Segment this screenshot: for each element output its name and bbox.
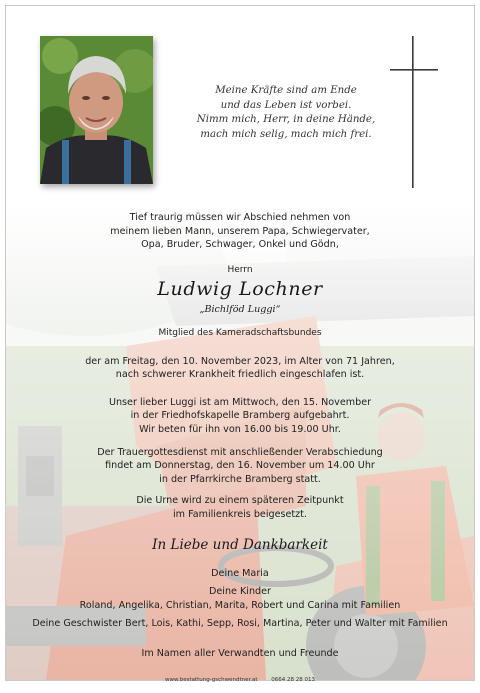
death-line: nach schwerer Krankheit friedlich eingeschlafen ist. bbox=[115, 369, 365, 381]
service-line: findet am Donnerstag, den 16. November um 14.00 Uhr bbox=[105, 460, 375, 472]
verse-line: Nimm mich, Herr, in deine Hände, bbox=[196, 114, 376, 125]
intro-line: Tief traurig müssen wir Abschied nehmen von bbox=[129, 212, 351, 223]
verse-line: Meine Kräfte sind am Ende bbox=[215, 85, 357, 96]
family-siblings: Deine Geschwister Bert, Lois, Kathi, Sepp, Rosi, Martina, Peter und Walter mit Familien bbox=[32, 618, 448, 630]
family-others: Im Namen aller Verwandten und Freunde bbox=[141, 647, 339, 659]
footer-phone: 0664 28 28 013 bbox=[271, 677, 316, 683]
deceased-nickname: „Bichlföd Luggi“ bbox=[199, 304, 281, 316]
cross-icon bbox=[390, 36, 438, 188]
intro-line: Opa, Bruder, Schwager, Onkel und Gödn, bbox=[141, 239, 339, 251]
family-wife: Deine Maria bbox=[211, 567, 269, 579]
urn-line: Die Urne wird zu einem späteren Zeitpunkt bbox=[136, 495, 344, 507]
family-children: Roland, Angelika, Christian, Marita, Robert und Carina mit Familien bbox=[79, 599, 401, 611]
closing-phrase: In Liebe und Dankbarkeit bbox=[152, 536, 328, 553]
intro-line: meinem lieben Mann, unserem Papa, Schwiegervater, bbox=[110, 225, 370, 237]
wake-line: in der Friedhofskapelle Bramberg aufgebahrt. bbox=[130, 410, 350, 422]
salutation: Herrn bbox=[227, 264, 253, 275]
footer-website: www.bestattung-gschwendtner.at bbox=[164, 677, 258, 683]
obituary-card bbox=[5, 5, 475, 681]
membership: Mitglied des Kameradschaftsbundes bbox=[158, 327, 322, 338]
urn-line: im Familienkreis beigesetzt. bbox=[173, 508, 307, 520]
verse-line: mach mich selig, mach mich frei. bbox=[200, 128, 372, 140]
footer bbox=[0, 676, 480, 684]
wake-line: Wir beten für ihn von 16.00 bis 19.00 Uhr. bbox=[139, 423, 341, 435]
service-line: in der Pfarrkirche Bramberg statt. bbox=[159, 473, 321, 485]
memorial-verse bbox=[186, 84, 386, 142]
obituary-text bbox=[6, 211, 474, 660]
service-line: Der Trauergottesdienst mit anschließender Verabschiedung bbox=[97, 446, 383, 458]
verse-line: und das Leben ist vorbei. bbox=[220, 99, 352, 111]
wake-line: Unser lieber Luggi ist am Mittwoch, den 15. November bbox=[108, 396, 372, 408]
deceased-name: Ludwig Lochner bbox=[157, 278, 323, 301]
deceased-portrait bbox=[40, 36, 153, 184]
death-line: der am Freitag, den 10. November 2023, im Alter von 71 Jahren, bbox=[85, 355, 395, 367]
family-children-label: Deine Kinder bbox=[209, 586, 271, 598]
